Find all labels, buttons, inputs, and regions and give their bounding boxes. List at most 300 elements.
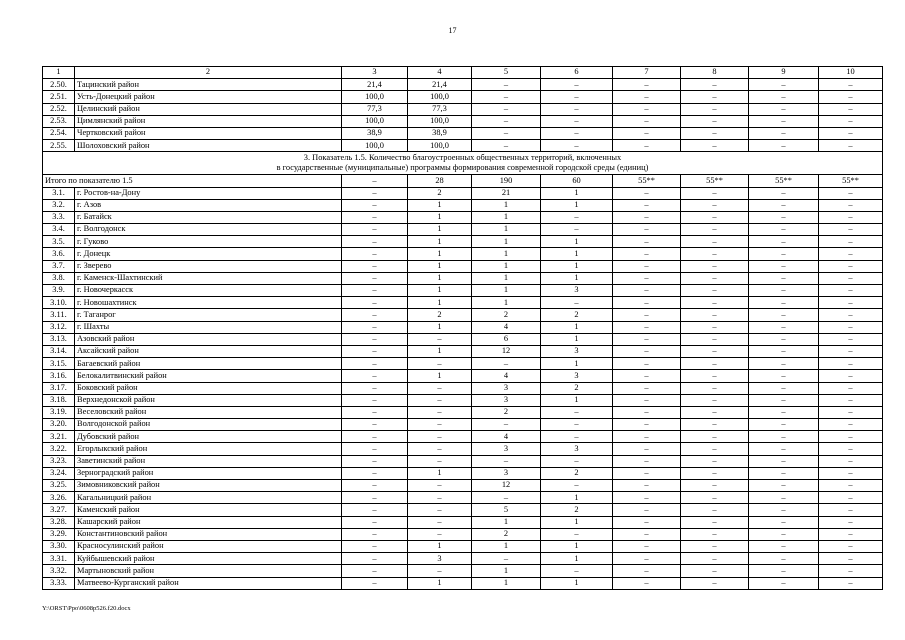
table-row — [43, 260, 883, 272]
row-number: 3.28. — [43, 516, 75, 528]
value-cell: – — [819, 199, 883, 211]
value-cell: – — [681, 419, 749, 431]
table-row — [43, 406, 883, 418]
territory-name: Кашарский район — [75, 516, 342, 528]
total-value: 55** — [749, 175, 819, 187]
value-cell: – — [408, 492, 472, 504]
value-cell: – — [541, 565, 613, 577]
value-cell: – — [613, 115, 681, 127]
value-cell: – — [749, 91, 819, 103]
value-cell: – — [472, 115, 541, 127]
table-row — [43, 504, 883, 516]
value-cell: 1 — [541, 516, 613, 528]
indicator-table — [42, 66, 883, 590]
column-number: 2 — [75, 67, 342, 79]
territory-name: г. Ростов-на-Дону — [75, 187, 342, 199]
value-cell: – — [613, 345, 681, 357]
value-cell: – — [681, 211, 749, 223]
value-cell: 4 — [472, 431, 541, 443]
value-cell: – — [408, 504, 472, 516]
value-cell: – — [541, 140, 613, 152]
value-cell: – — [819, 248, 883, 260]
row-number: 3.4. — [43, 224, 75, 236]
value-cell: – — [749, 260, 819, 272]
value-cell: – — [749, 272, 819, 284]
value-cell: – — [749, 492, 819, 504]
territory-name: Тацинский район — [75, 79, 342, 91]
value-cell: 100,0 — [408, 91, 472, 103]
value-cell: – — [681, 565, 749, 577]
value-cell: 1 — [541, 248, 613, 260]
file-path-footer: Y:\ORST\Ppo\0608p526.f20.docx — [42, 605, 131, 612]
value-cell: – — [408, 358, 472, 370]
value-cell: – — [681, 272, 749, 284]
territory-name: Егорлыкский район — [75, 443, 342, 455]
value-cell: – — [613, 248, 681, 260]
value-cell: – — [472, 127, 541, 139]
value-cell: 100,0 — [342, 140, 408, 152]
territory-name: Аксайский район — [75, 345, 342, 357]
value-cell: – — [749, 297, 819, 309]
row-number: 3.22. — [43, 443, 75, 455]
table-row — [43, 103, 883, 115]
value-cell: 1 — [408, 272, 472, 284]
value-cell: – — [342, 211, 408, 223]
value-cell: – — [541, 127, 613, 139]
value-cell: – — [541, 297, 613, 309]
value-cell: – — [749, 187, 819, 199]
value-cell: – — [613, 455, 681, 467]
value-cell: 1 — [408, 211, 472, 223]
value-cell: – — [541, 211, 613, 223]
value-cell: – — [472, 492, 541, 504]
row-number: 3.16. — [43, 370, 75, 382]
row-number: 3.17. — [43, 382, 75, 394]
table-row — [43, 467, 883, 479]
value-cell: – — [408, 516, 472, 528]
value-cell: 1 — [541, 321, 613, 333]
table-row — [43, 127, 883, 139]
value-cell: – — [472, 358, 541, 370]
value-cell: – — [613, 309, 681, 321]
value-cell: – — [342, 480, 408, 492]
value-cell: 21 — [472, 187, 541, 199]
row-number: 3.14. — [43, 345, 75, 357]
value-cell: 77,3 — [342, 103, 408, 115]
value-cell: 1 — [472, 565, 541, 577]
value-cell: 3 — [472, 394, 541, 406]
value-cell: – — [681, 127, 749, 139]
value-cell: – — [819, 443, 883, 455]
table-row — [43, 577, 883, 589]
territory-name: Кагальницкий район — [75, 492, 342, 504]
section-heading-line-1: 3. Показатель 1.5. Количество благоустроенных общественных территорий, включенных — [303, 152, 622, 162]
territory-name: Усть-Донецкий район — [75, 91, 342, 103]
section-heading-row — [43, 152, 883, 175]
value-cell: 4 — [472, 321, 541, 333]
value-cell: – — [681, 248, 749, 260]
total-value: 55** — [613, 175, 681, 187]
table-row — [43, 79, 883, 91]
value-cell: – — [819, 187, 883, 199]
value-cell: – — [819, 333, 883, 345]
value-cell: 1 — [541, 394, 613, 406]
value-cell: – — [819, 516, 883, 528]
value-cell: – — [749, 321, 819, 333]
value-cell: – — [613, 431, 681, 443]
value-cell: – — [749, 480, 819, 492]
value-cell: 2 — [472, 406, 541, 418]
value-cell: – — [613, 140, 681, 152]
value-cell: – — [342, 309, 408, 321]
table-row — [43, 224, 883, 236]
row-number: 3.31. — [43, 553, 75, 565]
value-cell: – — [819, 140, 883, 152]
value-cell: – — [749, 553, 819, 565]
value-cell: 1 — [408, 321, 472, 333]
value-cell: 1 — [472, 272, 541, 284]
column-number-row — [43, 67, 883, 79]
value-cell: – — [541, 115, 613, 127]
value-cell: – — [819, 382, 883, 394]
value-cell: – — [342, 358, 408, 370]
value-cell: 1 — [408, 285, 472, 297]
column-number: 7 — [613, 67, 681, 79]
table-row — [43, 272, 883, 284]
value-cell: 1 — [472, 260, 541, 272]
row-number: 2.53. — [43, 115, 75, 127]
value-cell: – — [749, 211, 819, 223]
row-number: 3.19. — [43, 406, 75, 418]
value-cell: – — [472, 419, 541, 431]
value-cell: – — [749, 309, 819, 321]
value-cell: – — [681, 528, 749, 540]
value-cell: – — [819, 79, 883, 91]
value-cell: – — [408, 419, 472, 431]
value-cell: – — [681, 333, 749, 345]
value-cell: – — [613, 333, 681, 345]
row-number: 3.10. — [43, 297, 75, 309]
value-cell: – — [613, 91, 681, 103]
value-cell: – — [613, 504, 681, 516]
value-cell: 1 — [408, 370, 472, 382]
value-cell: – — [408, 565, 472, 577]
value-cell: 1 — [472, 224, 541, 236]
value-cell: – — [681, 394, 749, 406]
value-cell: – — [681, 443, 749, 455]
value-cell: 1 — [541, 577, 613, 589]
territory-name: Багаевский район — [75, 358, 342, 370]
value-cell: – — [681, 480, 749, 492]
value-cell: 1 — [408, 345, 472, 357]
section-heading — [43, 152, 883, 175]
value-cell: – — [613, 321, 681, 333]
territory-name: Веселовский район — [75, 406, 342, 418]
value-cell: – — [613, 103, 681, 115]
table-row — [43, 370, 883, 382]
value-cell: – — [819, 528, 883, 540]
page-number: 17 — [448, 26, 457, 35]
table-row — [43, 443, 883, 455]
value-cell: – — [342, 504, 408, 516]
table-row — [43, 528, 883, 540]
row-number: 3.12. — [43, 321, 75, 333]
value-cell: – — [681, 504, 749, 516]
value-cell: 1 — [408, 260, 472, 272]
value-cell: – — [408, 528, 472, 540]
value-cell: – — [342, 455, 408, 467]
value-cell: – — [681, 358, 749, 370]
table-row — [43, 187, 883, 199]
value-cell: – — [613, 528, 681, 540]
value-cell: – — [681, 140, 749, 152]
value-cell: – — [472, 553, 541, 565]
table-row — [43, 431, 883, 443]
value-cell: – — [613, 480, 681, 492]
value-cell: 2 — [541, 504, 613, 516]
territory-name: Константиновский район — [75, 528, 342, 540]
value-cell: – — [681, 187, 749, 199]
value-cell: – — [749, 127, 819, 139]
territory-name: г. Зверево — [75, 260, 342, 272]
total-value: 55** — [819, 175, 883, 187]
value-cell: – — [408, 382, 472, 394]
value-cell: 5 — [472, 504, 541, 516]
total-value: – — [342, 175, 408, 187]
row-number: 2.51. — [43, 91, 75, 103]
value-cell: – — [819, 358, 883, 370]
value-cell: 1 — [408, 199, 472, 211]
value-cell: – — [342, 492, 408, 504]
value-cell: – — [541, 91, 613, 103]
value-cell: 1 — [408, 577, 472, 589]
value-cell: 1 — [541, 236, 613, 248]
table-row — [43, 419, 883, 431]
territory-name: Верхнедонской район — [75, 394, 342, 406]
value-cell: – — [749, 358, 819, 370]
value-cell: – — [342, 577, 408, 589]
value-cell: – — [681, 199, 749, 211]
total-label: Итого по показателю 1.5 — [43, 175, 342, 187]
territory-name: Цимлянский район — [75, 115, 342, 127]
value-cell: 3 — [472, 443, 541, 455]
value-cell: 3 — [541, 285, 613, 297]
value-cell: – — [613, 187, 681, 199]
value-cell: – — [613, 394, 681, 406]
territory-name: г. Каменск-Шахтинский — [75, 272, 342, 284]
value-cell: – — [541, 480, 613, 492]
territory-name: г. Новочеркасск — [75, 285, 342, 297]
value-cell: 38,9 — [342, 127, 408, 139]
value-cell: 1 — [472, 199, 541, 211]
table-row — [43, 321, 883, 333]
value-cell: – — [342, 553, 408, 565]
row-number: 3.7. — [43, 260, 75, 272]
value-cell: – — [408, 406, 472, 418]
value-cell: 1 — [541, 358, 613, 370]
value-cell: 1 — [541, 272, 613, 284]
table-row — [43, 115, 883, 127]
row-number: 3.24. — [43, 467, 75, 479]
value-cell: – — [342, 528, 408, 540]
table-row — [43, 455, 883, 467]
value-cell: 1 — [541, 492, 613, 504]
territory-name: Мартыновский район — [75, 565, 342, 577]
value-cell: 3 — [541, 370, 613, 382]
value-cell: – — [613, 382, 681, 394]
row-number: 3.1. — [43, 187, 75, 199]
value-cell: 3 — [408, 553, 472, 565]
value-cell: 1 — [408, 236, 472, 248]
value-cell: – — [541, 103, 613, 115]
value-cell: – — [342, 236, 408, 248]
value-cell: – — [749, 236, 819, 248]
value-cell: – — [613, 577, 681, 589]
row-number: 3.21. — [43, 431, 75, 443]
value-cell: 1 — [408, 224, 472, 236]
row-number: 3.29. — [43, 528, 75, 540]
row-number: 3.18. — [43, 394, 75, 406]
value-cell: – — [342, 248, 408, 260]
value-cell: – — [819, 297, 883, 309]
table-row — [43, 140, 883, 152]
value-cell: – — [541, 528, 613, 540]
value-cell: – — [749, 577, 819, 589]
value-cell: – — [613, 467, 681, 479]
value-cell: – — [342, 321, 408, 333]
value-cell: 1 — [408, 248, 472, 260]
column-number: 10 — [819, 67, 883, 79]
value-cell: 100,0 — [342, 91, 408, 103]
value-cell: – — [342, 406, 408, 418]
value-cell: – — [613, 553, 681, 565]
value-cell: – — [819, 565, 883, 577]
value-cell: 3 — [472, 382, 541, 394]
value-cell: – — [681, 577, 749, 589]
value-cell: 2 — [472, 309, 541, 321]
value-cell: 1 — [472, 540, 541, 552]
value-cell: – — [749, 248, 819, 260]
value-cell: – — [819, 431, 883, 443]
territory-name: г. Азов — [75, 199, 342, 211]
table-row — [43, 382, 883, 394]
territory-name: г. Шахты — [75, 321, 342, 333]
column-number: 6 — [541, 67, 613, 79]
value-cell: – — [613, 516, 681, 528]
value-cell: 1 — [541, 333, 613, 345]
value-cell: – — [613, 272, 681, 284]
value-cell: – — [819, 309, 883, 321]
value-cell: – — [681, 382, 749, 394]
value-cell: – — [472, 103, 541, 115]
table-row — [43, 358, 883, 370]
value-cell: – — [613, 79, 681, 91]
row-number: 3.5. — [43, 236, 75, 248]
territory-name: Красносулинский район — [75, 540, 342, 552]
territory-name: Куйбышевский район — [75, 553, 342, 565]
value-cell: – — [541, 224, 613, 236]
table-row — [43, 516, 883, 528]
row-number: 3.20. — [43, 419, 75, 431]
row-number: 3.30. — [43, 540, 75, 552]
value-cell: 3 — [472, 467, 541, 479]
value-cell: 2 — [408, 187, 472, 199]
table-row — [43, 540, 883, 552]
value-cell: – — [749, 103, 819, 115]
value-cell: 21,4 — [342, 79, 408, 91]
row-number: 2.50. — [43, 79, 75, 91]
value-cell: – — [613, 540, 681, 552]
value-cell: – — [819, 345, 883, 357]
value-cell: – — [613, 443, 681, 455]
territory-name: Матвеево-Курганский район — [75, 577, 342, 589]
column-number: 9 — [749, 67, 819, 79]
territory-name: г. Новошахтинск — [75, 297, 342, 309]
value-cell: – — [472, 91, 541, 103]
table-row — [43, 91, 883, 103]
value-cell: – — [819, 211, 883, 223]
value-cell: – — [749, 431, 819, 443]
value-cell: – — [819, 260, 883, 272]
section-heading-line-2: в государственные (муниципальные) программы формирования современной городской среды (единиц) — [276, 163, 649, 173]
value-cell: – — [681, 492, 749, 504]
value-cell: – — [819, 406, 883, 418]
value-cell: – — [819, 103, 883, 115]
value-cell: – — [342, 431, 408, 443]
value-cell: – — [342, 199, 408, 211]
value-cell: – — [342, 297, 408, 309]
row-number: 3.13. — [43, 333, 75, 345]
value-cell: – — [819, 91, 883, 103]
value-cell: – — [681, 285, 749, 297]
value-cell: 6 — [472, 333, 541, 345]
value-cell: – — [749, 199, 819, 211]
value-cell: – — [681, 115, 749, 127]
value-cell: – — [342, 419, 408, 431]
value-cell: – — [681, 455, 749, 467]
row-number: 2.54. — [43, 127, 75, 139]
table-row — [43, 553, 883, 565]
table-row — [43, 333, 883, 345]
column-number: 5 — [472, 67, 541, 79]
value-cell: – — [819, 285, 883, 297]
value-cell: 1 — [541, 199, 613, 211]
value-cell: – — [819, 272, 883, 284]
value-cell: 1 — [472, 236, 541, 248]
value-cell: – — [681, 260, 749, 272]
value-cell: 1 — [472, 285, 541, 297]
value-cell: – — [749, 528, 819, 540]
value-cell: 2 — [541, 382, 613, 394]
territory-name: Целинский район — [75, 103, 342, 115]
value-cell: – — [613, 224, 681, 236]
territory-name: г. Донецк — [75, 248, 342, 260]
total-value: 190 — [472, 175, 541, 187]
territory-name: Белокалитвинский район — [75, 370, 342, 382]
territory-name: г. Волгодонск — [75, 224, 342, 236]
value-cell: – — [342, 467, 408, 479]
row-number: 2.55. — [43, 140, 75, 152]
value-cell: 2 — [541, 467, 613, 479]
value-cell: – — [541, 455, 613, 467]
value-cell: 1 — [541, 187, 613, 199]
value-cell: 100,0 — [408, 115, 472, 127]
value-cell: 1 — [541, 540, 613, 552]
table-row — [43, 248, 883, 260]
value-cell: – — [819, 577, 883, 589]
value-cell: – — [342, 394, 408, 406]
value-cell: – — [342, 333, 408, 345]
